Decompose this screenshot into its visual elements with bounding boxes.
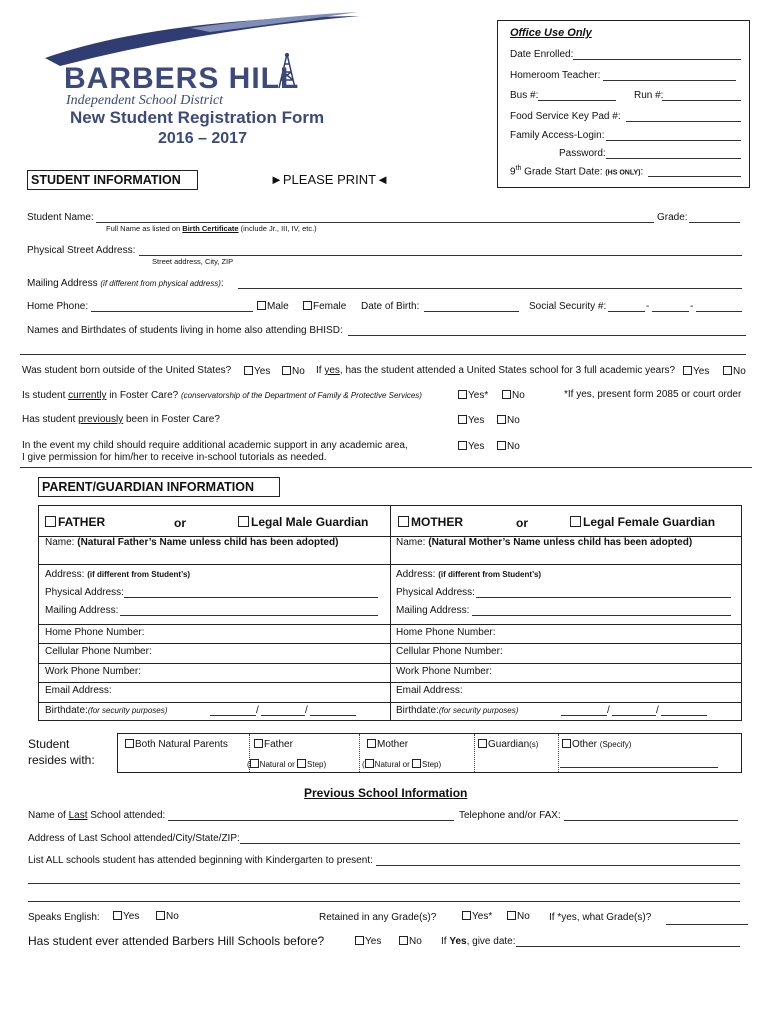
checkbox[interactable] [365,759,374,768]
father-mailing-label: Mailing Address: [45,605,119,616]
foster-previous-no[interactable]: No [497,415,520,426]
mother-home-phone[interactable]: Home Phone Number: [396,627,496,638]
checkbox[interactable] [507,911,516,920]
dob-label: Date of Birth: [361,301,420,312]
foster-current-yes[interactable]: Yes* [458,390,488,401]
mother-name-label[interactable]: Name: (Natural Mother’s Name unless child has been adopted) [396,537,693,548]
phone-fax-field[interactable] [564,820,738,821]
father-home-phone[interactable]: Home Phone Number: [45,627,145,638]
father-mailing-field[interactable] [120,615,378,616]
mother-birth-day[interactable] [612,715,656,716]
last-school-address-label: Address of Last School attended/City/State/ZIP: [28,833,240,844]
list-schools-label: List ALL schools student has attended beginning with Kindergarten to present: [28,855,373,866]
born-outside-yes[interactable]: Yes [244,366,270,377]
date-enrolled-label: Date Enrolled: [510,49,574,60]
father-birth-month[interactable] [210,715,256,716]
checkbox[interactable] [244,366,253,375]
checkbox[interactable] [282,366,291,375]
divider [474,734,475,772]
resides-mother-type: ( Natural or Step) [362,760,442,769]
checkbox[interactable] [458,390,467,399]
student-info-header: STUDENT INFORMATION [27,170,198,190]
checkbox[interactable] [497,441,506,450]
resides-other-field[interactable] [560,767,718,768]
resides-label-1: Student [28,737,70,751]
last-school-address-field[interactable] [240,843,740,844]
checkbox[interactable] [367,739,376,748]
student-name-field[interactable] [96,222,654,223]
district-subtitle: Independent School District [66,93,224,108]
last-school-field[interactable] [168,820,454,821]
tutorial-permission-line1: In the event my child should require additional academic support in any academic area, [22,440,408,451]
checkbox[interactable] [297,759,306,768]
row-divider [39,643,741,644]
siblings-label: Names and Birthdates of students living in home also attending BHISD: [27,325,343,336]
district-logo-swoosh [40,8,370,68]
divider [359,734,360,772]
run-label: Run #: [634,90,664,101]
dob-field[interactable] [424,311,519,312]
checkbox[interactable] [254,739,263,748]
mother-cell-phone[interactable]: Cellular Phone Number: [396,646,503,657]
last-school-label: Name of Last School attended: [28,810,166,821]
street-address-label: Physical Street Address: [27,245,136,256]
name-hint: Full Name as listed on Birth Certificate (include Jr., III, IV, etc.) [106,224,317,233]
form-title: New Student Registration Form [70,108,325,127]
mother-physical-label: Physical Address: [396,587,475,598]
mother-mailing-label: Mailing Address: [396,605,470,616]
ssn-field-2[interactable] [652,311,689,312]
male-option[interactable]: Male [257,301,289,312]
us-school-yes[interactable]: Yes [683,366,709,377]
row-divider [39,663,741,664]
grade-field[interactable] [689,222,740,223]
attended-bh-date-label: If Yes, give date: [441,936,516,947]
father-birth-day[interactable] [261,715,305,716]
checkbox[interactable] [412,759,421,768]
mother-email[interactable]: Email Address: [396,685,463,696]
checkbox[interactable] [250,759,259,768]
siblings-field-1[interactable] [348,335,746,336]
retained-yes[interactable]: Yes* [462,911,492,922]
or-label: or [516,516,528,530]
family-login-label: Family Access-Login: [510,130,605,141]
foster-previous-question: Has student previously been in Foster Care? [22,414,220,425]
foster-current-no[interactable]: No [502,390,525,401]
speaks-english-no[interactable]: No [156,911,179,922]
mother-work-phone[interactable]: Work Phone Number: [396,666,492,677]
office-use-box [497,20,750,188]
grade-label: Grade: [657,212,688,223]
legal-male-option[interactable]: Legal Male Guardian [238,515,368,529]
divider [558,734,559,772]
legal-male-checkbox[interactable] [238,516,249,527]
ssn-dash-2: - [690,301,694,312]
mother-checkbox[interactable] [398,516,409,527]
street-hint: Street address, City, ZIP [152,257,234,266]
foster-note: *If yes, present form 2085 or court order [564,389,742,400]
family-login-field[interactable] [606,140,741,141]
bus-field[interactable] [538,100,616,101]
ninth-grade-field[interactable] [648,176,741,177]
siblings-field-2[interactable] [20,354,746,355]
list-schools-field-1[interactable] [376,865,740,866]
previous-school-header: Previous School Information [304,786,468,800]
father-physical-label: Physical Address: [45,587,124,598]
ssn-dash-1: - [646,301,650,312]
parent-info-header: PARENT/GUARDIAN INFORMATION [38,477,280,497]
father-work-phone[interactable]: Work Phone Number: [45,666,141,677]
retained-label: Retained in any Grade(s)? [319,912,437,923]
father-birthdate-label: Birthdate:(for security purposes) [45,705,168,716]
checkbox[interactable] [458,441,467,450]
father-cell-phone[interactable]: Cellular Phone Number: [45,646,152,657]
district-name: BARBERS HILL [64,62,300,95]
home-phone-field[interactable] [91,311,253,312]
resides-guardian[interactable]: Guardian(s) [478,739,538,750]
mother-address-label: Address: (if different from Student’s) [396,569,542,580]
mother-birthdate-label: Birthdate:(for security purposes) [396,705,519,716]
row-divider [39,564,741,565]
checkbox[interactable] [113,911,122,920]
checkbox[interactable] [502,390,511,399]
password-label: Password: [559,148,606,159]
tutorial-no[interactable]: No [497,441,520,452]
father-name-label[interactable]: Name: (Natural Father’s Name unless child has been adopted) [45,537,339,548]
slash: / [607,705,610,716]
resides-both-parents[interactable]: Both Natural Parents [125,739,228,750]
resides-mother[interactable]: Mother [367,739,408,750]
homeroom-label: Homeroom Teacher: [510,70,601,81]
legal-female-checkbox[interactable] [570,516,581,527]
section-divider [20,467,752,468]
slash: / [256,705,259,716]
born-outside-no[interactable]: No [282,366,305,377]
father-address-label: Address: (if different from Student’s) [45,569,191,580]
attended-bh-no[interactable]: No [399,936,422,947]
office-use-title: Office Use Only [510,27,592,39]
foster-previous-yes[interactable]: Yes [458,415,484,426]
please-print: ►PLEASE PRINT◄ [270,172,389,187]
food-service-label: Food Service Key Pad #: [510,111,621,122]
foster-current-question: Is student currently in Foster Care? (conservatorship of the Department of Family & Protective Services) [22,390,422,401]
speaks-english-label: Speaks English: [28,912,100,923]
tutorial-yes[interactable]: Yes [458,441,484,452]
checkbox[interactable] [458,415,467,424]
checkbox[interactable] [723,366,732,375]
homeroom-field[interactable] [603,80,736,81]
checkbox[interactable] [355,936,364,945]
retained-grade-field[interactable] [666,924,748,925]
slash: / [656,705,659,716]
mother-physical-field[interactable] [476,597,731,598]
date-enrolled-field[interactable] [573,59,741,60]
retained-grade-label: If *yes, what Grade(s)? [549,912,652,923]
run-field[interactable] [662,100,741,101]
home-phone-label: Home Phone: [27,301,89,312]
us-school-no[interactable]: No [723,366,746,377]
resides-father[interactable]: Father [254,739,293,750]
food-service-field[interactable] [626,121,741,122]
resides-father-type: ( Natural or Step) [247,760,327,769]
resides-other[interactable]: Other (Specify) [562,739,631,750]
street-address-field[interactable] [139,255,742,256]
slash: / [305,705,308,716]
mailing-address-field[interactable] [238,288,742,289]
female-checkbox[interactable] [303,301,312,310]
parent-guardian-table [38,505,742,721]
checkbox[interactable] [478,739,487,748]
male-checkbox[interactable] [257,301,266,310]
mailing-address-label: Mailing Address (if different from physical address): [27,278,224,289]
checkbox[interactable] [562,739,571,748]
mother-birth-month[interactable] [561,715,607,716]
row-divider [39,624,741,625]
phone-fax-label: Telephone and/or FAX: [459,810,561,821]
checkbox[interactable] [399,936,408,945]
row-divider [39,682,741,683]
student-name-label: Student Name: [27,212,94,223]
checkbox[interactable] [497,415,506,424]
resides-label-2: resides with: [28,753,95,767]
ninth-grade-label: 9th Grade Start Date: (HS ONLY): [510,165,644,178]
born-outside-question: Was student born outside of the United States? [22,365,232,376]
checkbox[interactable] [683,366,692,375]
column-divider [390,506,391,720]
us-school-question: If yes, has the student attended a United States school for 3 full academic years? [316,365,676,376]
attended-bh-yes[interactable]: Yes [355,936,381,947]
speaks-english-yes[interactable]: Yes [113,911,139,922]
father-option[interactable]: FATHER [45,515,105,529]
list-schools-field-3[interactable] [28,901,740,902]
checkbox[interactable] [156,911,165,920]
ssn-field-3[interactable] [696,311,742,312]
legal-female-option[interactable]: Legal Female Guardian [570,515,715,529]
retained-no[interactable]: No [507,911,530,922]
ssn-label: Social Security #: [529,301,607,312]
attended-bh-date-field[interactable] [516,946,740,947]
tutorial-permission-line2: I give permission for him/her to receive in-school tutorials as needed. [22,452,327,463]
bus-label: Bus #: [510,90,539,101]
password-field[interactable] [606,158,741,159]
form-year: 2016 – 2017 [158,130,247,147]
attended-bh-question: Has student ever attended Barbers Hill Schools before? [28,934,325,948]
father-physical-field[interactable] [124,597,378,598]
mother-option[interactable]: MOTHER [398,515,463,529]
ssn-field-1[interactable] [608,311,645,312]
mother-mailing-field[interactable] [472,615,731,616]
father-email[interactable]: Email Address: [45,685,112,696]
father-birth-year[interactable] [310,715,356,716]
list-schools-field-2[interactable] [28,883,740,884]
female-option[interactable]: Female [303,301,346,312]
checkbox[interactable] [462,911,471,920]
checkbox[interactable] [125,739,134,748]
row-divider [39,702,741,703]
or-label: or [174,516,186,530]
mother-birth-year[interactable] [661,715,707,716]
father-checkbox[interactable] [45,516,56,527]
